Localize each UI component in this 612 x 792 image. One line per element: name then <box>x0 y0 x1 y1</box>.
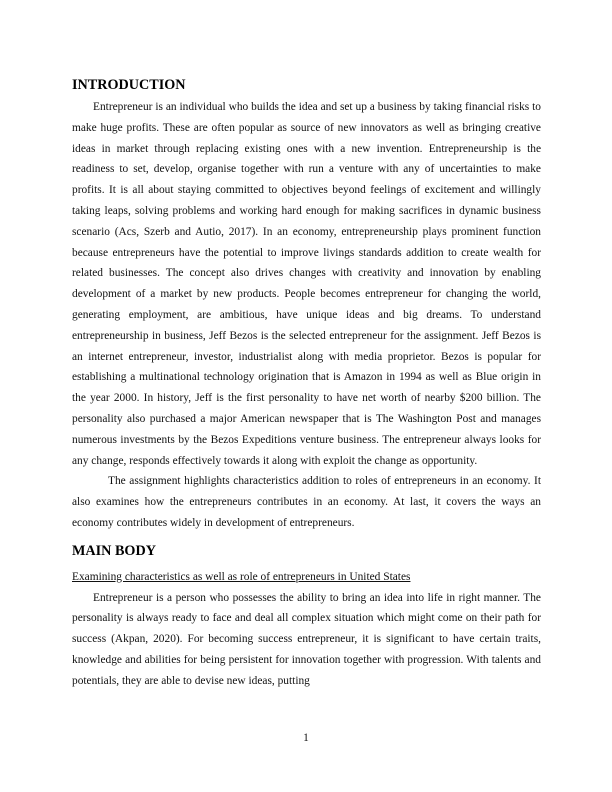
section-subheading: Examining characteristics as well as role of entrepreneurs in United States <box>72 570 411 583</box>
main-body-paragraph-1: Entrepreneur is a person who possesses the ability to bring an idea into life in right manner. The personality is always ready to face and deal all complex situation which might come on their path for success (Akpan, 2020). For becoming success entrepreneur, it is significant to have certain traits, knowledge and abilities for being persistent for innovation together with progression. With talents and potentials, they are able to devise new ideas, putting <box>72 591 541 687</box>
introduction-paragraph-1: Entrepreneur is an individual who builds the idea and set up a business by taking financial risks to make huge profits. These are often popular as source of new innovators as well as bringing creative ideas in market through replacing existing ones with a new invention. Entrepreneurship is the readiness to set, develop, organise together with run a venture with any of uncertainties to make profits. It is all about staying committed to objectives beyond feelings of excitement and willingly taking leaps, solving problems and working hard enough for making sacrifices in dynamic business scenario (Acs, Szerb and Autio, 2017). In an economy, entrepreneurship plays prominent function because entrepreneurs have the potential to improve livings standards addition to create wealth for related businesses. The concept also drives changes with creativity and innovation by enabling development of a market by new products. People becomes entrepreneur for changing the world, generating employment, are ambitious, have unique ideas and big dreams. To understand entrepreneurship in business, Jeff Bezos is the selected entrepreneur for the assignment. Jeff Bezos is an internet entrepreneur, investor, industrialist along with media proprietor. Bezos is popular for establishing a multinational technology origination that is Amazon in 1994 as well as Blue origin in the year 2000. In history, Jeff is the first personality to have net worth of nearby $200 billion. The personality also purchased a major American newspaper that is The Washington Post and manages numerous investments by the Bezos Expeditions venture business. The entrepreneur always looks for any change, responds effectively towards it along with exploit the change as opportunity. <box>72 101 541 467</box>
page-number: 1 <box>303 732 309 744</box>
introduction-heading: INTRODUCTION <box>72 77 186 93</box>
introduction-paragraph-2: The assignment highlights characteristics addition to roles of entrepreneurs in an economy. It also examines how the entrepreneurs contributes in an economy. At last, it covers the ways an economy contributes widely in development of entrepreneurs. <box>72 475 541 529</box>
document-page <box>72 74 541 692</box>
main-body-heading: MAIN BODY <box>72 542 156 559</box>
